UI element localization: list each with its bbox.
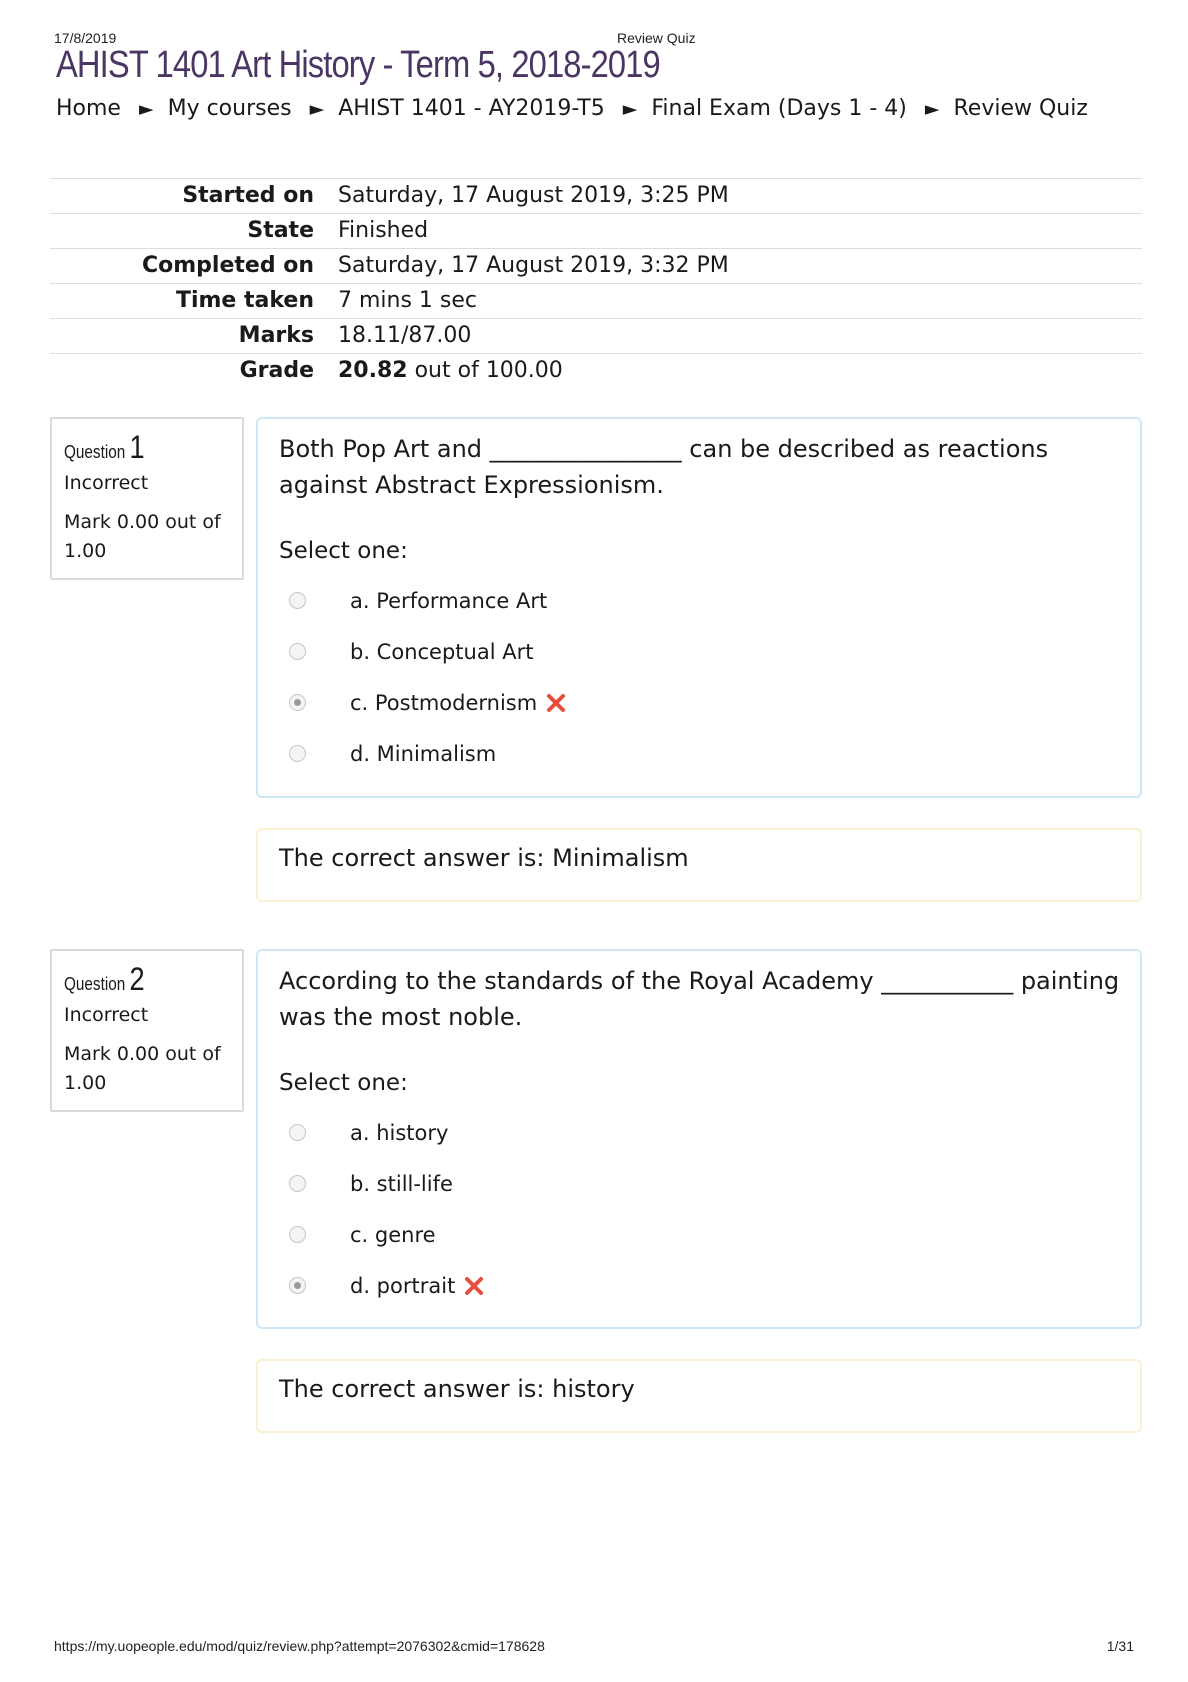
breadcrumb-final-exam[interactable]: Final Exam (Days 1 - 4) — [651, 96, 907, 121]
answer-label: b. still-life — [350, 1171, 453, 1196]
select-prompt: Select one: — [279, 538, 408, 564]
question-text: According to the standards of the Royal Academy ___________ painting was the most noble. — [279, 967, 1120, 1031]
summary-value: Saturday, 17 August 2019, 3:25 PM — [338, 183, 729, 208]
grade-suffix: out of 100.00 — [414, 358, 563, 383]
question-number — [64, 429, 145, 466]
question-mark: Mark 0.00 out of 1.00 — [64, 511, 221, 562]
answer-option[interactable] — [279, 575, 1120, 626]
answer-option[interactable] — [279, 626, 1120, 677]
page-number: 1/31 — [1106, 1638, 1134, 1654]
summary-row-grade — [50, 354, 1142, 389]
breadcrumb-review-quiz[interactable]: Review Quiz — [953, 96, 1088, 121]
cross-icon — [463, 1275, 485, 1297]
summary-label: Time taken — [175, 288, 314, 313]
print-page-title: Review Quiz — [617, 30, 696, 46]
answer-option[interactable] — [279, 1158, 1120, 1209]
breadcrumb-separator-icon: ► — [924, 98, 940, 120]
grade-value: 20.82 — [338, 358, 408, 383]
cross-icon — [545, 692, 567, 714]
question-feedback — [256, 828, 1142, 902]
correct-answer-text: The correct answer is: Minimalism — [279, 844, 689, 872]
question-number-value: 1 — [129, 429, 145, 465]
radio-button[interactable] — [289, 1124, 306, 1141]
radio-button[interactable] — [289, 592, 306, 609]
answer-option[interactable] — [279, 1260, 1120, 1311]
answer-label: a. history — [350, 1120, 449, 1145]
question-label: Question — [64, 974, 126, 994]
radio-button-selected[interactable] — [289, 694, 306, 711]
summary-row-completed — [50, 249, 1142, 284]
answer-label: d. portrait — [350, 1273, 456, 1298]
question-mark: Mark 0.00 out of 1.00 — [64, 1043, 221, 1094]
question-text: Both Pop Art and ________________ can be described as reactions against Abstract Expressionism. — [279, 435, 1049, 499]
answer-list — [279, 575, 1120, 779]
breadcrumb-separator-icon: ► — [309, 98, 325, 120]
question-feedback — [256, 1359, 1142, 1433]
summary-label: Completed on — [141, 253, 314, 278]
question-state: Incorrect — [64, 1004, 149, 1026]
breadcrumb-separator-icon: ► — [138, 98, 154, 120]
summary-row-time-taken — [50, 284, 1142, 319]
question-number-value: 2 — [129, 961, 145, 997]
summary-value: Saturday, 17 August 2019, 3:32 PM — [338, 253, 729, 278]
summary-row-started — [50, 179, 1142, 214]
radio-button[interactable] — [289, 1175, 306, 1192]
breadcrumb-home[interactable]: Home — [56, 96, 121, 121]
attempt-summary-table — [50, 178, 1142, 388]
print-footer — [54, 1638, 1134, 1654]
print-date: 17/8/2019 — [54, 30, 117, 46]
question-label: Question — [64, 442, 126, 462]
question-info — [50, 949, 244, 1112]
question-formulation — [256, 417, 1142, 798]
summary-value: 7 mins 1 sec — [338, 288, 478, 313]
summary-value: 18.11/87.00 — [338, 323, 472, 348]
question-info — [50, 417, 244, 580]
breadcrumb — [56, 96, 1088, 121]
answer-option[interactable] — [279, 728, 1120, 779]
breadcrumb-separator-icon: ► — [622, 98, 638, 120]
question-state: Incorrect — [64, 472, 149, 494]
answer-label: b. Conceptual Art — [350, 639, 534, 664]
answer-label: a. Performance Art — [350, 588, 548, 613]
answer-list — [279, 1107, 1120, 1311]
summary-row-state — [50, 214, 1142, 249]
correct-answer-text: The correct answer is: history — [279, 1375, 635, 1403]
question-number — [64, 961, 145, 998]
select-prompt: Select one: — [279, 1070, 408, 1096]
page-url: https://my.uopeople.edu/mod/quiz/review.php?attempt=2076302&cmid=178628 — [54, 1638, 545, 1654]
radio-button[interactable] — [289, 745, 306, 762]
summary-label: Started on — [182, 183, 314, 208]
summary-value: Finished — [338, 218, 429, 243]
summary-label: Grade — [239, 358, 314, 383]
summary-label: State — [247, 218, 314, 243]
answer-option[interactable] — [279, 1107, 1120, 1158]
question-formulation — [256, 949, 1142, 1329]
answer-option[interactable] — [279, 1209, 1120, 1260]
answer-option[interactable] — [279, 677, 1120, 728]
radio-button-selected[interactable] — [289, 1277, 306, 1294]
answer-label: c. Postmodernism — [350, 690, 538, 715]
answer-label: c. genre — [350, 1222, 436, 1247]
page-title: AHIST 1401 Art History - Term 5, 2018-2019 — [56, 44, 660, 86]
summary-row-marks — [50, 319, 1142, 354]
radio-button[interactable] — [289, 643, 306, 660]
breadcrumb-course[interactable]: AHIST 1401 - AY2019-T5 — [338, 96, 605, 121]
summary-label: Marks — [238, 323, 314, 348]
answer-label: d. Minimalism — [350, 741, 497, 766]
breadcrumb-my-courses[interactable]: My courses — [167, 96, 292, 121]
radio-button[interactable] — [289, 1226, 306, 1243]
summary-value — [338, 354, 1142, 389]
